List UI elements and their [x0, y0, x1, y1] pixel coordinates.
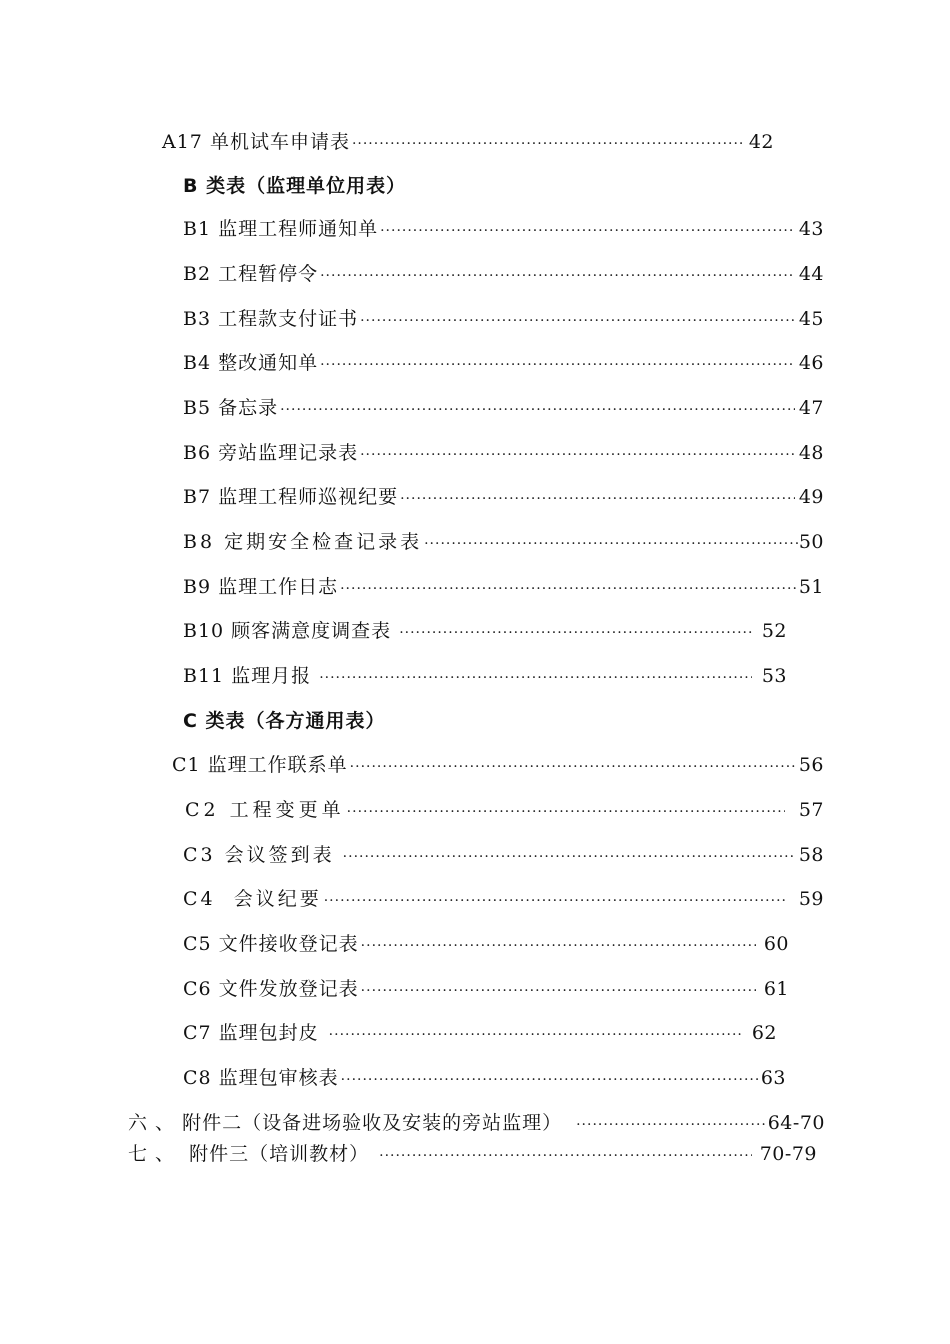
toc-entry-label: A17 单机试车申请表 — [162, 131, 350, 153]
toc-entry-label: B3 工程款支付证书 — [183, 308, 359, 330]
toc-leader-dots — [350, 754, 795, 780]
toc-leader-dots — [324, 888, 785, 914]
toc-entry-label: B4 整改通知单 — [183, 352, 319, 374]
toc-leader-dots — [424, 531, 799, 557]
toc-entry-c5[interactable] — [183, 931, 789, 959]
toc-entry-c6[interactable] — [183, 976, 789, 1004]
toc-entry-label: B9 监理工作日志 — [183, 576, 339, 598]
toc-entry-label: B6 旁站监理记录表 — [183, 442, 359, 464]
toc-leader-dots — [319, 665, 752, 691]
toc-entry-label: B5 备忘录 — [183, 397, 279, 419]
toc-entry-page: 62 — [751, 1022, 777, 1044]
toc-entry-b8[interactable] — [183, 529, 824, 557]
toc-entry-page: 42 — [748, 131, 774, 153]
toc-entry-page: 58 — [798, 844, 824, 866]
toc-leader-dots — [360, 308, 795, 334]
toc-entry-page: 52 — [761, 620, 787, 642]
toc-entry-page: 59 — [798, 888, 824, 910]
toc-entry-page: 44 — [798, 263, 824, 285]
toc-entry-label: C6 文件发放登记表 — [183, 978, 359, 1000]
toc-entry-b6[interactable] — [183, 440, 824, 468]
toc-entry-c4[interactable] — [183, 886, 824, 914]
toc-leader-dots — [399, 620, 752, 646]
toc-entry-label: C1 监理工作联系单 — [172, 754, 348, 776]
toc-entry-page: 48 — [798, 442, 824, 464]
toc-entry-label: C8 监理包审核表 — [183, 1067, 339, 1089]
toc-leader-dots — [320, 352, 795, 378]
toc-entry-appendix-3[interactable] — [128, 1141, 817, 1169]
toc-entry-label: C3 会议签到表 — [183, 844, 335, 866]
toc-entry-page: 60 — [763, 933, 789, 955]
toc-entry-b10[interactable] — [183, 618, 787, 646]
toc-leader-dots — [341, 1067, 761, 1093]
toc-entry-page: 43 — [798, 218, 824, 240]
toc-entry-c2[interactable] — [185, 797, 824, 825]
toc-entry-page: 47 — [798, 397, 824, 419]
toc-entry-page: 61 — [763, 978, 789, 1000]
toc-entry-b3[interactable] — [183, 306, 824, 334]
toc-entry-page: 45 — [798, 308, 824, 330]
toc-entry-page: 50 — [798, 531, 824, 553]
toc-entry-label: B11 监理月报 — [183, 665, 312, 687]
toc-entry-label: 七 、 附件三（培训教材） — [128, 1143, 370, 1165]
toc-entry-c3[interactable] — [183, 842, 824, 870]
toc-entry-label: C2 工程变更单 — [185, 799, 345, 821]
toc-entry-page: 46 — [798, 352, 824, 374]
toc-entry-b9[interactable] — [183, 574, 824, 602]
toc-entry-b7[interactable] — [183, 484, 824, 512]
toc-entry-label: B8 定期安全检查记录表 — [183, 531, 423, 553]
toc-entry-label: C5 文件接收登记表 — [183, 933, 359, 955]
toc-entry-b2[interactable] — [183, 261, 824, 289]
toc-leader-dots — [340, 576, 799, 602]
toc-entry-b11[interactable] — [183, 663, 787, 691]
toc-entry-label: B2 工程暂停令 — [183, 263, 319, 285]
toc-leader-dots — [400, 486, 795, 512]
toc-entry-b5[interactable] — [183, 395, 824, 423]
toc-leader-dots — [320, 263, 795, 289]
toc-entry-label: B10 顾客满意度调查表 — [183, 620, 392, 642]
toc-entry-page: 49 — [798, 486, 824, 508]
toc-entry-label: 六 、 附件二（设备进场验收及安装的旁站监理） — [128, 1112, 563, 1134]
toc-entry-page: 57 — [798, 799, 824, 821]
toc-entry-page: 56 — [798, 754, 824, 776]
toc-entry-page: 64-70 — [767, 1112, 825, 1134]
toc-entry-page: 53 — [761, 665, 787, 687]
toc-leader-dots — [352, 131, 745, 157]
toc-entry-b4[interactable] — [183, 350, 824, 378]
toc-entry-label: B1 监理工程师通知单 — [183, 218, 379, 240]
toc-leader-dots — [380, 218, 795, 244]
toc-entry-page: 51 — [798, 576, 824, 598]
toc-entry-c1[interactable] — [172, 752, 824, 780]
toc-entry-page: 70-79 — [759, 1143, 817, 1165]
section-heading-b: B 类表（监理单位用表） — [183, 175, 407, 197]
toc-leader-dots — [280, 397, 795, 423]
toc-entry-page: 63 — [760, 1067, 786, 1089]
toc-leader-dots — [361, 978, 756, 1004]
toc-entry-a17[interactable] — [162, 129, 774, 157]
toc-entry-label: C4 会议纪要 — [183, 888, 322, 910]
toc-leader-dots — [379, 1143, 752, 1169]
toc-entry-c7[interactable] — [183, 1020, 777, 1048]
toc-entry-appendix-2[interactable] — [128, 1110, 825, 1138]
toc-entry-label: C7 监理包封皮 — [183, 1022, 319, 1044]
toc-entry-b1[interactable] — [183, 216, 824, 244]
toc-leader-dots — [360, 442, 795, 468]
toc-entry-c8[interactable] — [183, 1065, 786, 1093]
section-heading-c: C 类表（各方通用表） — [183, 710, 386, 732]
toc-leader-dots — [361, 933, 756, 959]
toc-leader-dots — [576, 1112, 768, 1138]
toc-leader-dots — [347, 799, 785, 825]
toc-leader-dots — [343, 844, 795, 870]
toc-entry-label: B7 监理工程师巡视纪要 — [183, 486, 399, 508]
toc-leader-dots — [329, 1022, 744, 1048]
